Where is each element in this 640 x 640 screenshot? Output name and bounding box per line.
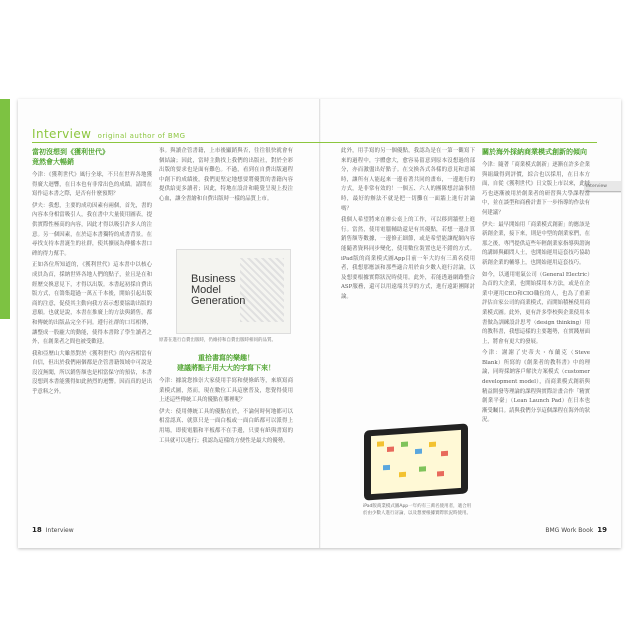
column-4-heading-line: 關於海外採納商業模式創新的傾向 [482, 148, 587, 156]
right-footer-label: BMG Work Book [545, 527, 594, 534]
side-tab-rule [586, 191, 621, 192]
column-4 [482, 147, 590, 428]
sticky-note [419, 466, 426, 471]
paragraph: 我和亞歷山大雖然對於《獲利世代》的內容相當有自信，但出於我們兩個都是企管書籍領域中可說是沒沒無聞，所以銷售額也是相當保守的預估，本書沒想到本書能獲得如此熱烈的迴響。因而真的是出乎意料之外。 [32, 350, 152, 396]
paragraph: 伊夫：使用傳統工具的優點在於，不論何時何地都可以相當認真、就算只是一面白板或一面白紙都可以派得上用場，即使電腦和平板都不在手邊，只要有紙與書寫的工具就可以進行；我認為這樣的方便性是最大的優勢。 [159, 408, 293, 444]
column-4-heading [482, 147, 590, 157]
right-page-number: 19 [597, 526, 607, 534]
ipad-caption: iPad版商業模式圖App一年約有三萬名使用者，適合用於由少數人進行討論，以及想要根據實際狀況時使用。 [363, 504, 472, 516]
column-2-lower [159, 353, 293, 448]
book-title-line: Business [191, 273, 236, 285]
header-rule [32, 142, 597, 143]
book-cover-image [176, 249, 291, 334]
sticky-note [399, 472, 406, 477]
sticky-note [401, 442, 408, 447]
sticky-note [415, 449, 422, 454]
header-title: Interview [32, 127, 92, 141]
paragraph: 伊夫：我想，主要的成功因素有兩個，首先，書的內容本身相當吸引人，我在書中大量使用圖表，提供實際性極高的內容，因此才得以吸引許多人的注意。另一個因素，在於這本書獨特的成書背景。在尋找支持本書誕生的社群，使其擴展為傳播本書口碑的得力幫手。 [32, 202, 152, 257]
column-2-heading-line: 重拾書寫的樂趣！ [198, 354, 254, 362]
sticky-note [437, 471, 444, 476]
right-footer [545, 526, 607, 534]
page-header [32, 127, 185, 141]
sticky-note [429, 442, 436, 447]
book-title-line: Model [191, 284, 221, 296]
book-spread [18, 99, 621, 548]
paragraph: 正如各位所知道的，《獲利世代》這本書中以核心成員為首，採納世界各地人們的點子，並且是在和經歷交換意見下，才得以出版。本書起初採自費出版方式，在籌集超過一萬五千本後，開始引起出版商的注意，促使其主動向我方表示想要協助出版的意願。也就是說，本書在推廣上的方法與銷售，都和傳統的出版品完全不同。遵行社群的口耳相傳，讓整成一股龐大的動能，使得本書除了學生讀者之外，在創業者之間也被受歡迎。 [32, 262, 152, 346]
column-2-heading-line: 建議將點子用大大的字寫下來！ [177, 364, 275, 372]
ipad-screen [371, 430, 461, 494]
left-footer-label: Interview [45, 527, 74, 534]
book-title-line: Generation [191, 295, 246, 307]
book-cover-title [191, 274, 245, 307]
column-1-heading-line: 竟然會大暢銷 [32, 158, 74, 166]
sticky-note [387, 447, 394, 452]
paragraph: 伊夫：最早開始用「商業模式創新」的應該是新創企業，接下來，則是中型的創業家們，在那之後，專門提供這些年輕創業家指導與諮詢的講師與顧問人士，也開始運用這套技巧協助新創企業的輔導上，也開始運用這套技巧。 [482, 221, 590, 266]
ipad-app-image [364, 423, 468, 500]
left-footer [32, 526, 74, 534]
column-1 [32, 147, 152, 400]
side-tab: Interview [584, 181, 621, 193]
column-1-heading-line: 當初沒想到《獲利世代》 [32, 148, 109, 156]
paragraph: 我個人希望將來在辦公桌上的工作，可以移到牆壁上進行。當然，使用電腦輔助還是有其優點，若想一邊計算銷售額等數據，一邊修正細節，或是希望能讓配網內容能隨著資料同步變化，使用數位裝置也是不錯的方式。iPad版的商業模式圖App目前一年大約有三萬名使用者，我想那應該和那些適合用於由少數人進行討論，以及想要根據實際狀況時使用。此外，若能透過網路整合ASP服務，還可以用遠端共享的方式，進行遠距團隊討論。 [341, 217, 475, 300]
paragraph: 今津：隨著「商業模式創新」逐漸在許多企業與組織得到評價，綜合也以採用，在日本方面，自從《獲利世代》日文版上市以來，此技巧也逐漸被用於創業者的研習與大學課程當中，並在談型和商務計畫下一步指導的作法有何建議？ [482, 162, 590, 216]
header-subtitle: original author of BMG [97, 132, 186, 140]
column-1-heading [32, 147, 152, 167]
book-cover-caption: 原書在進行自費出版時，仍維持和自費出版時相同的品質。 [159, 338, 276, 343]
paragraph: 如今，以通用電氣公司（General Electric）為首的大企業，也開始採用本方法，或是在企業中運用CEO和CIO職位的人，也為了重新評估自家公司的商業模式，而開始積極使用商業模式圖。此外，更有許多學校與企業使用本書做為訓練設計思考（design thinking）用的教科書，我想這樣的主要趨勢，在實踐層面上，將會有更大的發展。 [482, 271, 590, 345]
green-edge-bar [0, 99, 10, 319]
paragraph: 今津：據說您推崇大家使用手寫和便條紙等，來填寫商業模式圖，然而，現在數位工具這麼普及，您覺得使用上述這些傳統工具的優點在哪裡呢？ [159, 378, 293, 404]
sticky-note [377, 441, 384, 446]
sticky-note [441, 451, 448, 456]
column-2-heading [159, 353, 293, 373]
left-page-number: 18 [32, 526, 42, 534]
paragraph: 事。與讀企管書籍，上市後顯銷與否，往往很快就會有個結論；因此，當時主動找上我們的出版社，對於全彩出版的要求也是面有難色。不過，看到在自費出版過程中創下的成績後，我們更堅定地想要將優質的書籍內容提供給更多讀者；因此，特地在設計和範覺呈現上投注心血，讓全書繪和自費出版時一樣的品質上市。 [159, 148, 293, 202]
column-2 [159, 147, 293, 207]
book-gutter [319, 99, 321, 548]
paragraph: 此外，用手寫的另一個優點，我認為是在一第一觀寫下來的過程中，字體愈大，愈容易留意到原本沒想過的部分，亦而激盪出好點子。在交換各式各樣的意見和意端時，讓所有人能起來一邊看著共同的畫布，一邊進行的方式，是非常有效的！一個五、六人的團隊想討論事情時，最好的辦法不就是把一切攤在一面牆上進行討論嗎？ [341, 148, 475, 212]
book-cover-illustration [240, 258, 284, 322]
paragraph: 今津：《獲利世代》風行全球，不只在世界各地獲得廣大迴響，在日本也有非常出色的成績。請問在寫作這本書之際，是否有什麼預期？ [32, 172, 152, 198]
sticky-note [383, 465, 390, 470]
column-3 [341, 147, 475, 305]
paragraph: 今津：謝謝了史蒂夫・布蘭克（Steve Blank）所寫的《創業者的教科書》中的理論，同時採納客戶解決方案模式（customer development model），而商業模式創新與精益開發等理論的課程與實際計畫合作「精實創業平臺」（Lean Launch Pad）在日本也漸受矚目。請與我們分享這個課程在海外的狀況。 [482, 350, 590, 424]
